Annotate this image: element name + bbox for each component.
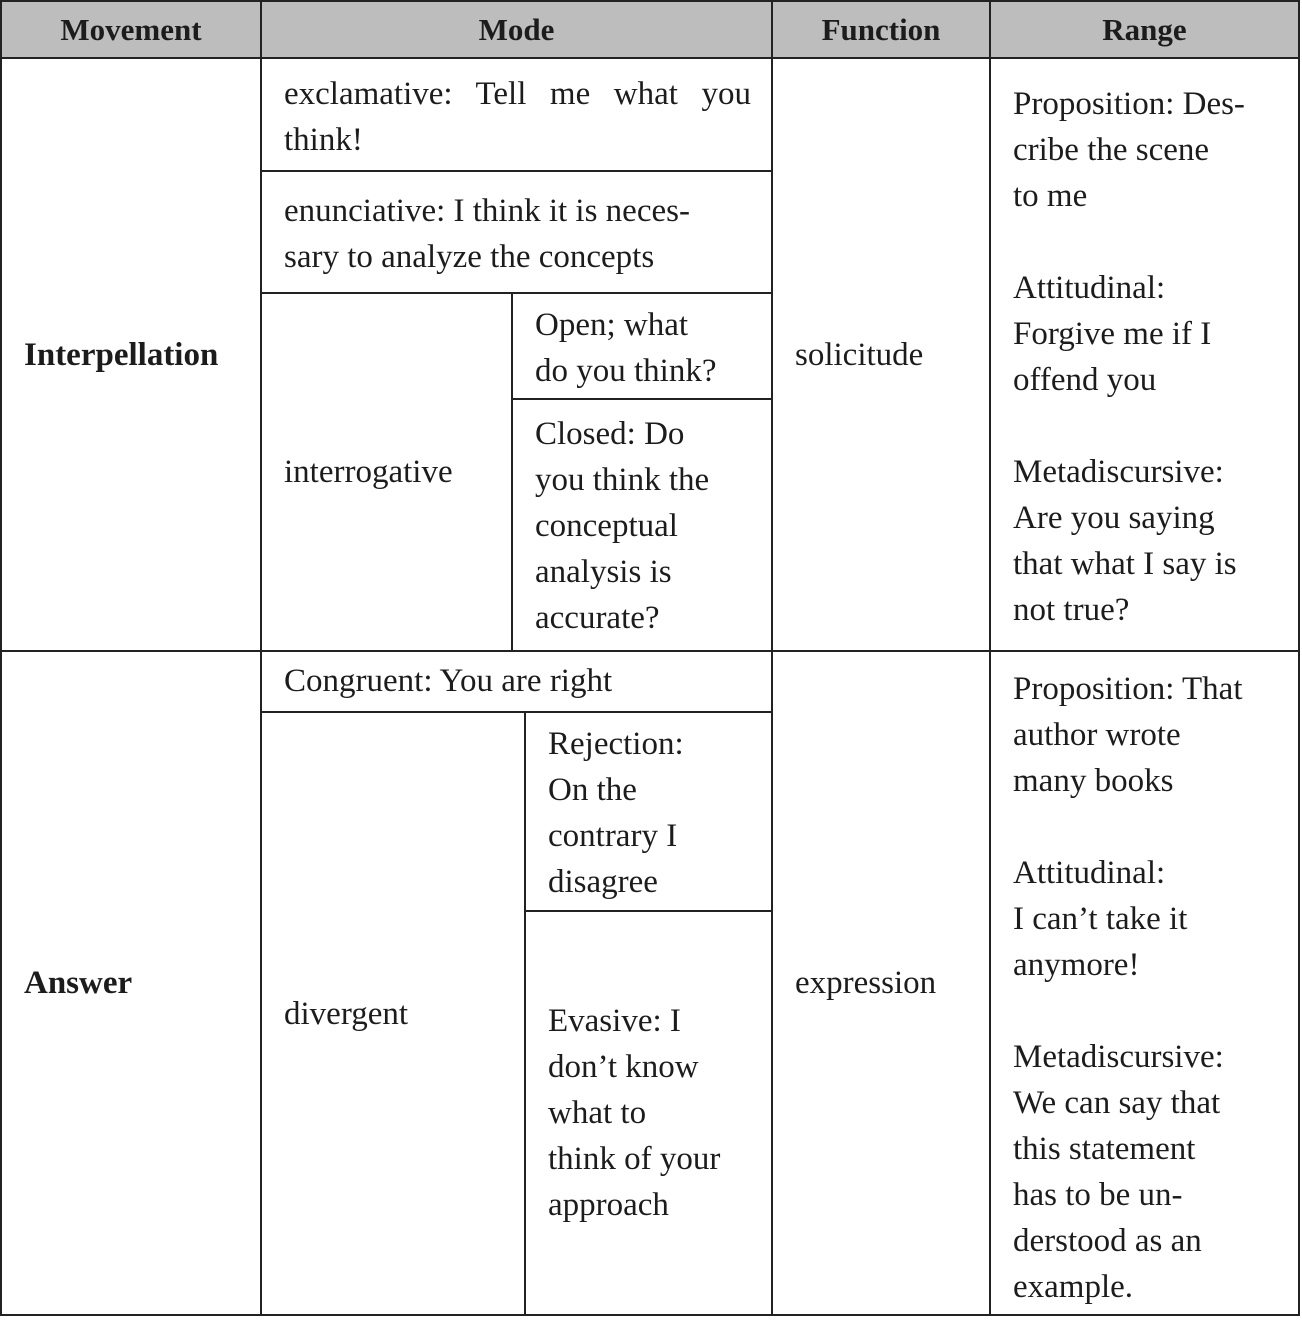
function-text: solicitude — [795, 336, 924, 373]
mode-text: interrogative — [284, 454, 453, 490]
mode-evasive — [524, 910, 773, 1316]
function-solicitude — [771, 57, 991, 652]
movement-label: Interpellation — [24, 336, 219, 373]
header-movement-label: Movement — [60, 11, 202, 47]
mode-congruent — [260, 650, 773, 713]
mode-interrogative — [260, 292, 513, 652]
mode-text: Closed: Do you think the conceptual analysis is accurate? — [535, 416, 710, 636]
header-mode-label: Mode — [478, 11, 555, 47]
movement-label: Answer — [24, 965, 133, 1001]
mode-text: Open; what do you think? — [535, 307, 717, 389]
movement-interpellation — [0, 57, 262, 652]
function-text: expression — [795, 965, 937, 1001]
header-function-label: Function — [821, 11, 941, 47]
header-movement — [0, 0, 262, 59]
movement-answer — [0, 650, 262, 1316]
range-text: Proposition: Des- cribe the scene to me Attitudinal: Forgive me if I offend you Metadiscursive: Are you saying that what I say is not true? — [1013, 86, 1245, 628]
mode-text: enunciative: I think it is neces- sary to analyze the concepts — [284, 193, 690, 275]
range-interpellation — [989, 57, 1300, 652]
range-answer — [989, 650, 1300, 1316]
mode-divergent — [260, 711, 526, 1316]
mode-closed — [511, 398, 773, 652]
mode-exclamative — [260, 57, 773, 172]
mode-text: Congruent: You are right — [284, 663, 613, 699]
mode-text: exclamative: Tell me what you think! — [284, 76, 751, 158]
mode-enunciative — [260, 170, 773, 294]
range-text: Proposition: That author wrote many books Attitudinal: I can’t take it anymore! Metadiscursive: We can say that this statement has to be un- derstood as an example. — [1013, 671, 1243, 1305]
mode-text: Rejection: On the contrary I disagree — [548, 726, 684, 900]
mode-text: divergent — [284, 995, 409, 1032]
header-range-label: Range — [1102, 11, 1187, 47]
mode-rejection — [524, 711, 773, 912]
mode-text: Evasive: I don’t know what to think of your approach — [548, 1003, 721, 1223]
header-range — [989, 0, 1300, 59]
header-mode — [260, 0, 773, 59]
function-expression — [771, 650, 991, 1316]
mode-open — [511, 292, 773, 400]
header-function — [771, 0, 991, 59]
